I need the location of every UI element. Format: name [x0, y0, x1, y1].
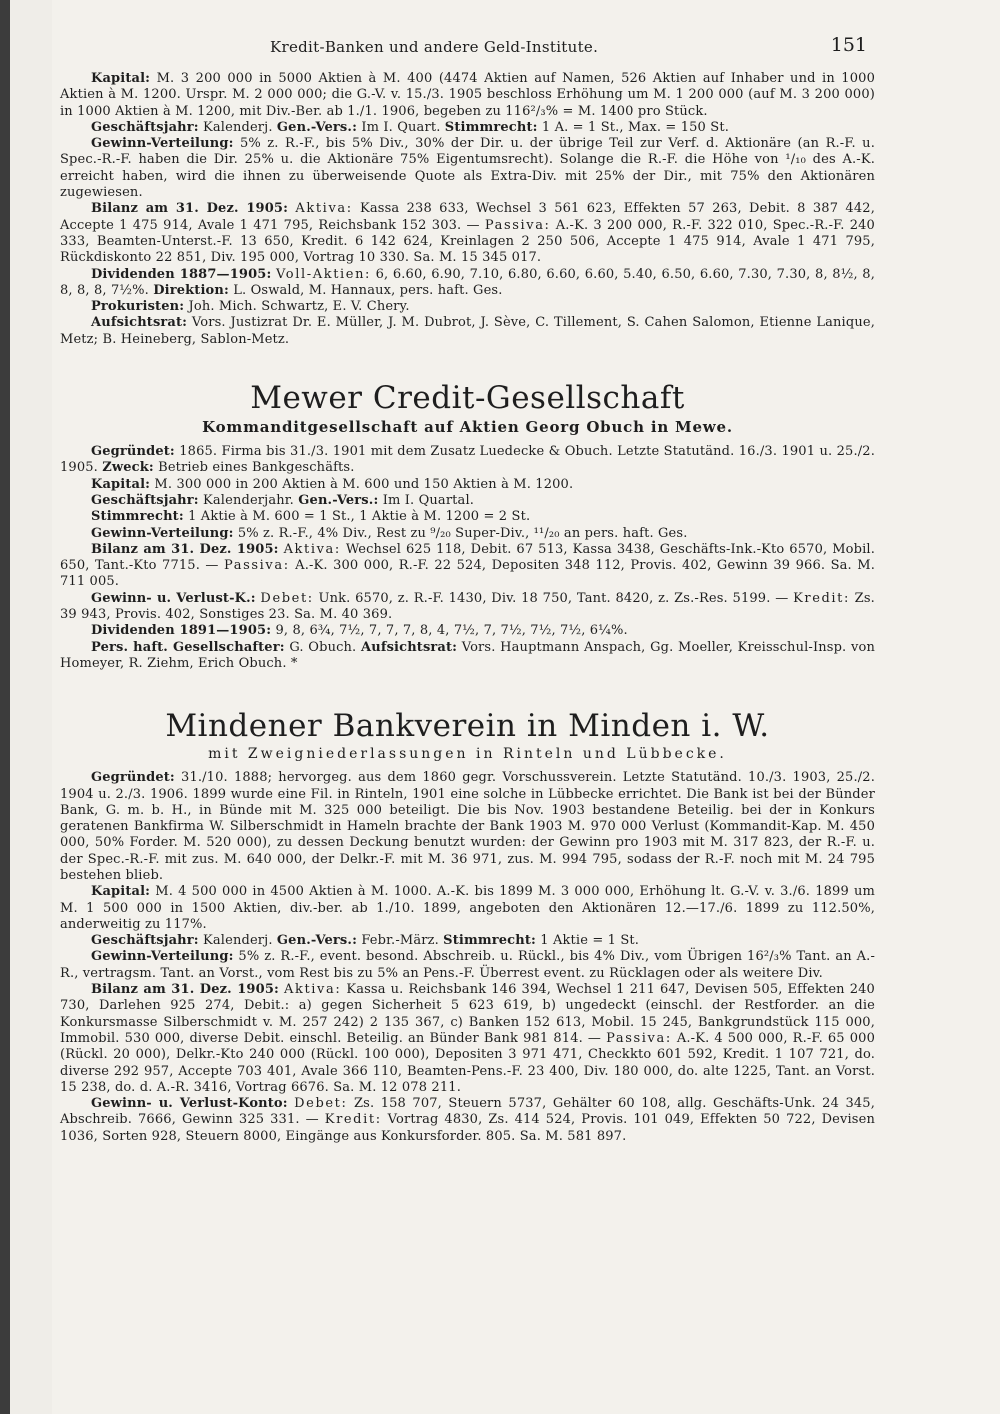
kapital-label: Kapital: — [91, 476, 151, 492]
gegruendet-paragraph — [60, 770, 875, 884]
gv-label: Gen.-Vers.: — [298, 492, 379, 508]
bilanz-passiva: A.-K. 300 000, R.-F. 22 524, Depositen 348 112, Provis. 402, Gewinn 39 966. Sa. M. 711 005. — [60, 558, 875, 590]
dividenden-label: Dividenden 1891—1905: — [91, 623, 272, 639]
gj-label: Geschäftsjahr: — [91, 119, 199, 135]
gj-label: Geschäftsjahr: — [91, 933, 199, 949]
dividenden-paragraph — [60, 623, 875, 639]
kapital-paragraph — [60, 477, 875, 493]
passiva-word: Passiva: — [224, 558, 290, 574]
guv-debet: Unk. 6570, z. R.-F. 1430, Div. 18 750, Tant. 8420, z. Zs.-Res. 5199. — — [318, 590, 789, 606]
stimmrecht-label: Stimmrecht: — [444, 119, 538, 135]
aufsichtsrat-label: Aufsichtsrat: — [91, 315, 188, 331]
gegruendet-label: Gegründet: — [91, 444, 175, 460]
gewinn-text: 5% z. R.-F., 4% Div., Rest zu ⁹/₂₀ Super-Div., ¹¹/₂₀ an pers. haft. Ges. — [237, 525, 688, 541]
pers-haft-text: G. Obuch. — [289, 639, 357, 655]
bilanz-passiva: A.-K. 4 500 000, R.-F. 65 000 (Rückl. 20 000), Delkr.-Kto 240 000 (Rückl. 100 000), Depositen 3 971 471, Checkkto 601 592, Kredit. 1 107 721, do. diverse 292 957, Accepte 703 401, Avale 366 110, Beamten-Pens.-F. 23 400, Div. 180 000, do. alte 1225, Tant. an Vorst. 15 238, do. d. A.-R. 3416, Vortrag 6676. Sa. M. 12 078 211. — [60, 1030, 875, 1095]
running-head-title: Kredit-Banken und andere Geld-Institute. — [270, 38, 599, 56]
kapital-paragraph — [60, 71, 875, 120]
running-head — [60, 34, 875, 64]
geschaeftsjahr-paragraph — [60, 493, 875, 509]
aufsichtsrat-text: Vors. Justizrat Dr. E. Müller, J. M. Dubrot, J. Sève, C. Tillement, S. Cahen Salomon, Etienne Lanique, Metz; B. Heineberg, Sablon-Metz. — [60, 315, 875, 347]
guv-kredit: Vortrag 4830, Zs. 414 524, Provis. 101 049, Effekten 50 722, Devisen 1036, Sorten 928, Steuern 8000, Eingänge aus Konkursforder. 805. Sa. M. 581 897. — [60, 1112, 875, 1144]
pers-haft-label: Pers. haft. Gesellschafter: — [91, 639, 285, 655]
aufsichtsrat-paragraph — [60, 315, 875, 348]
gv-label: Gen.-Vers.: — [276, 119, 358, 135]
bilanz-label: Bilanz am 31. Dez. 1905: — [91, 541, 279, 557]
guv-kredit: Zs. 39 943, Provis. 402, Sonstiges 23. Sa. M. 40 369. — [60, 590, 875, 623]
kapital-text: M. 4 500 000 in 4500 Aktien à M. 1000. A.-K. bis 1899 M. 3 000 000, Erhöhung lt. G.-V. v. 3./6. 1899 um M. 1 500 000 in 1500 Aktien, div.-ber. ab 1./10. 1899, angeboten den Aktionären 12.—17./6. 1899 zu 112.50%, anderweitig zu 117%. — [60, 884, 875, 932]
kapital-text: M. 300 000 in 200 Aktien à M. 600 und 150 Aktien à M. 1200. — [154, 476, 574, 492]
guv-label: Gewinn- u. Verlust-K.: — [91, 590, 256, 606]
geschaeftsjahr-paragraph — [60, 120, 875, 136]
aktiva-word: Aktiva: — [283, 982, 342, 998]
gewinn-verteilung-paragraph — [60, 526, 875, 542]
gewinn-verteilung-paragraph — [60, 949, 875, 982]
gv-text: Im I. Quart. — [361, 119, 441, 135]
bilanz-passiva: A.-K. 3 200 000, R.-F. 322 010, Spec.-R.-F. 240 333, Beamten-Unterst.-F. 13 650, Kredit. 6 142 624, Kreinlagen 2 250 506, Accepte 1 475 914, Avale 1 471 795, Rückdiskonto 22 851, Div. 195 000, Vortrag 10 330. Sa. M. 15 345 017. — [60, 217, 875, 266]
stimmrecht-paragraph — [60, 509, 875, 525]
aufsichtsrat-text: Vors. Hauptmann Anspach, Gg. Moeller, Kreisschul-Insp. von Homeyer, R. Ziehm, Erich Obuch. * — [60, 639, 875, 671]
gv-text: Im I. Quartal. — [382, 492, 475, 508]
gegruendet-label: Gegründet: — [91, 770, 175, 786]
geschaeftsjahr-paragraph — [60, 933, 875, 949]
page-number: 151 — [830, 34, 867, 56]
gewinn-label: Gewinn-Verteilung: — [91, 136, 234, 152]
guv-label: Gewinn- u. Verlust-Konto: — [91, 1096, 288, 1112]
prokuristen-paragraph — [60, 299, 875, 315]
zweck-label: Zweck: — [102, 460, 154, 476]
guv-debet: Zs. 158 707, Steuern 5737, Gehälter 60 108, allg. Geschäfts-Unk. 24 345, Abschreib. 7666, Gewinn 325 331. — — [60, 1096, 875, 1128]
guv-paragraph — [60, 591, 875, 624]
gj-text: Kalenderjahr. — [203, 492, 294, 508]
entry-mindener — [60, 708, 875, 1145]
kapital-label: Kapital: — [91, 71, 151, 86]
bilanz-label: Bilanz am 31. Dez. 1905: — [91, 201, 289, 217]
stimmrecht-text: 1 A. = 1 St., Max. = 150 St. — [541, 119, 729, 135]
gewinn-label: Gewinn-Verteilung: — [91, 525, 234, 541]
gewinn-verteilung-paragraph — [60, 136, 875, 201]
stimmrecht-text: 1 Aktie = 1 St. — [540, 933, 640, 949]
gewinn-label: Gewinn-Verteilung: — [91, 949, 234, 965]
gj-text: Kalenderj. — [203, 933, 273, 949]
bilanz-paragraph — [60, 982, 875, 1096]
bilanz-aktiva: Kassa 238 633, Wechsel 3 561 623, Effekten 57 263, Debit. 8 387 442, Accepte 1 475 914, Avale 1 471 795, Reichsbank 152 303. — — [60, 201, 875, 233]
gv-text: Febr.-März. — [361, 933, 439, 949]
dividenden-paragraph — [60, 267, 875, 300]
bilanz-label: Bilanz am 31. Dez. 1905: — [91, 982, 279, 998]
entry-mewer — [60, 380, 875, 672]
gv-label: Gen.-Vers.: — [276, 933, 358, 949]
gj-text: Kalenderj. — [203, 119, 273, 135]
dividenden-label: Dividenden 1887—1905: — [91, 266, 272, 282]
passiva-word: Passiva: — [606, 1030, 672, 1046]
kredit-word: Kredit: — [324, 1112, 382, 1128]
guv-paragraph — [60, 1096, 875, 1145]
dividenden-text: 6, 6.60, 6.90, 7.10, 6.80, 6.60, 6.60, 5.40, 6.50, 6.60, 7.30, 7.30, 8, 8½, 8, 8, 8, 8, 7½%. — [60, 266, 875, 298]
aktiva-word: Aktiva: — [283, 541, 341, 557]
kredit-word: Kredit: — [793, 590, 850, 606]
passiva-word: Passiva: — [484, 217, 551, 233]
entry-title: Mindener Bankverein in Minden i. W. — [165, 708, 770, 745]
direktion-label: Direktion: — [153, 282, 229, 298]
stimmrecht-label: Stimmrecht: — [91, 509, 184, 525]
entry-continued — [60, 71, 875, 348]
bilanz-aktiva: Kassa u. Reichsbank 146 394, Wechsel 1 211 647, Devisen 505, Effekten 240 730, Darlehen 925 274, Debit.: a) gegen Sicherheit 5 623 619, b) ungedeckt (einschl. der Restforder. an die Konkursmasse Silberschmidt v. M. 257 242) 2 135 367, c) Banken 152 613, Mobil. 15 245, Bankgrundstück 115 000, Immobil. 530 000, diverse Debit. einschl. Beteilig. an Bünder Bank 981 814. — — [60, 982, 875, 1046]
page — [60, 34, 875, 1145]
gj-label: Geschäftsjahr: — [91, 492, 199, 508]
bilanz-aktiva: Wechsel 625 118, Debit. 67 513, Kassa 3438, Geschäfts-Ink.-Kto 6570, Mobil. 650, Tant.-Kto 7715. — — [60, 541, 875, 574]
bilanz-paragraph — [60, 201, 875, 266]
gesellschafter-paragraph — [60, 640, 875, 673]
dividenden-text: 9, 8, 6¾, 7½, 7, 7, 7, 8, 4, 7½, 7, 7½, 7½, 7½, 6¼%. — [275, 623, 628, 639]
entry-title: Mewer Credit-Gesellschaft — [250, 380, 685, 417]
voll-aktien-word: Voll-Aktien: — [276, 266, 372, 282]
gegruendet-text: 1865. Firma bis 31./3. 1901 mit dem Zusatz Luedecke & Obuch. Letzte Statutänd. 16./3. 1901 u. 25./2. 1905. — [60, 444, 875, 476]
bilanz-paragraph — [60, 542, 875, 591]
prokuristen-text: Joh. Mich. Schwartz, E. V. Chery. — [188, 299, 410, 315]
gegruendet-text: 31./10. 1888; hervorgeg. aus dem 1860 gegr. Vorschussverein. Letzte Statutänd. 10./3. 1903, 25./2. 1904 u. 2./3. 1906. 1899 wurde eine Fil. in Rinteln, 1901 eine solche in Lübbecke errichtet. Die Bank ist bei der Bünder Bank, G. m. b. H., in Bünde mit M. 325 000 beteiligt. Die bis Nov. 1903 bestandene Beteilig. bei der in Konkurs geratenen Bankfirma W. Silberschmidt in Hameln brachte der Bank 1903 M. 970 000 Verlust (Kommandit-Kap. M. 450 000, 50% Forder. M. 520 000), zu dessen Deckung benutzt wurden: der Gewinn pro 1903 mit M. 317 823, der R.-F. u. der Spec.-R.-F. mit zus. M. 640 000, der Delkr.-F. mit M. 36 971, zus. M. 994 795, sodass der R.-F. noch mit M. 24 795 bestehen blieb. — [60, 770, 875, 883]
entry-subtitle: mit Zweigniederlassungen in Rinteln und Lübbecke. — [208, 746, 727, 763]
direktion-text: L. Oswald, M. Hannaux, pers. haft. Ges. — [233, 282, 503, 298]
zweck-text: Betrieb eines Bankgeschäfts. — [158, 460, 355, 476]
kapital-text: M. 3 200 000 in 5000 Aktien à M. 400 (4474 Aktien auf Namen, 526 Aktien auf Inhaber und in 1000 Aktien à M. 1200. Urspr. M. 2 000 000; die G.-V. v. 15./3. 1905 beschloss Erhöhung um M. 1 200 000 (auf M. 3 200 000) in 1000 Aktien à M. 1200, mit Div.-Ber. ab 1./1. 1906, begeben zu 116²/₃% = M. 1400 pro Stück. — [60, 71, 875, 119]
debet-word: Debet: — [294, 1096, 348, 1112]
aktiva-word: Aktiva: — [295, 201, 353, 217]
stimmrecht-text: 1 Aktie à M. 600 = 1 St., 1 Aktie à M. 1200 = 2 St. — [188, 509, 531, 525]
aufsichtsrat-label: Aufsichtsrat: — [360, 639, 458, 655]
gewinn-text: 5% z. R.-F., bis 5% Div., 30% der Dir. u. der übrige Teil zur Verf. d. Aktionäre (an R.-F. u. Spec.-R.-F. haben die Dir. 25% u. die Aktionäre 75% Eigentumsrecht). Solange die R.-F. die Höhe von ¹/₁₀ des A.-K. erreicht haben, wird die ihnen zu überweisende Quote als Extra-Div. mit 25% der Dir., mit 75% den Aktionären zugewiesen. — [60, 136, 875, 201]
debet-word: Debet: — [260, 590, 314, 606]
gutter-shadow — [0, 0, 10, 1414]
prokuristen-label: Prokuristen: — [91, 299, 185, 315]
kapital-label: Kapital: — [91, 884, 151, 900]
gewinn-text: 5% z. R.-F., event. besond. Abschreib. u. Rückl., bis 4% Div., vom Übrigen 16²/₃% Tant. an A.-R., vertragsm. Tant. an Vorst., vom Rest bis zu 5% an Pens.-F. Überrest event. zu Rücklagen oder als weitere Div. — [60, 949, 875, 981]
stimmrecht-label: Stimmrecht: — [443, 933, 536, 949]
gegruendet-paragraph — [60, 444, 875, 477]
kapital-paragraph — [60, 884, 875, 933]
entry-subtitle: Kommanditgesellschaft auf Aktien Georg Obuch in Mewe. — [202, 418, 733, 437]
